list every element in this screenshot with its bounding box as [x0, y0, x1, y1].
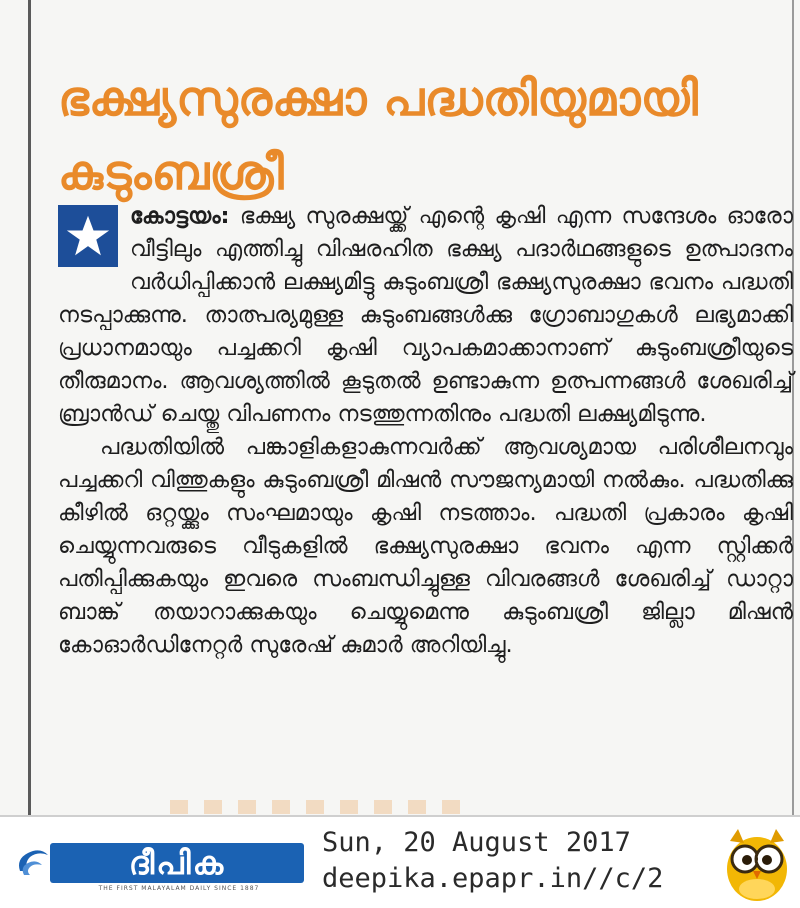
footer-divider: [0, 815, 800, 817]
column-left-rule: [28, 0, 31, 815]
bleed-through-text: [170, 800, 470, 814]
publish-date: Sun, 20 August 2017: [322, 827, 631, 858]
dateline: കോട്ടയം:: [130, 203, 230, 229]
epaper-footer: [0, 815, 800, 908]
article-body: [58, 200, 793, 685]
logo-swirl-icon: [14, 845, 54, 881]
logo-tagline: THE FIRST MALAYALAM DAILY SINCE 1887: [98, 885, 260, 892]
star-spacer: [58, 200, 130, 268]
owl-mascot-icon: [718, 823, 796, 903]
logo-wordmark: ദീപിക: [50, 843, 304, 883]
article-headline: ഭക്ഷ്യസുരക്ഷാ പദ്ധതിയുമായി കുടുംബശ്രീ: [58, 71, 698, 201]
article-paragraph-1: [58, 200, 793, 431]
epaper-stamp: [322, 825, 663, 897]
epaper-url[interactable]: deepika.epapr.in//c/2: [322, 863, 664, 894]
article-paragraph-2: പദ്ധതിയിൽ പങ്കാളികളാകുന്നവർക്ക് ആവശ്യമായ പരിശീലനവും പച്ചക്കറി വിത്തുകളും കുടുംബശ്രീ മിഷൻ സൗജന്യമായി നൽകും. പദ്ധതിക്കു കീഴിൽ ഒറ്റയ്ക്കും സംഘമായും കൃഷി നടത്താം. പദ്ധതി പ്രകാരം കൃഷി ചെയ്യുന്നവരുടെ വീടുകളിൽ ഭക്ഷ്യസുരക്ഷാ ഭവനം എന്ന സ്റ്റിക്കർ പതിപ്പിക്കുകയും ഇവരെ സംബന്ധിച്ചുള്ള വിവരങ്ങൾ ശേഖരിച്ച് ഡാറ്റാ ബാങ്ക് തയാറാക്കുകയും ചെയ്യുമെന്നു കുടുംബശ്രീ ജില്ലാ മിഷൻ കോഓർഡിനേറ്റർ സുരേഷ് കുമാർ അറിയിച്ചു.: [58, 434, 793, 658]
deepika-logo[interactable]: [14, 833, 306, 893]
paragraph-1-text: ഭക്ഷ്യ സുരക്ഷയ്ക്ക് എന്റെ കൃഷി എന്ന സന്ദേശം ഓരോ വീട്ടിലും എത്തിച്ചു വിഷരഹിത ഭക്ഷ്യ പദാർഥങ്ങളുടെ ഉത്പാദനം വർധിപ്പിക്കാൻ ലക്ഷ്യമിട്ടു കുടുംബശ്രീ ഭക്ഷ്യസുരക്ഷാ ഭവനം പദ്ധതി നടപ്പാക്കുന്നു. താത്പര്യമുള്ള കുടുംബങ്ങൾക്കു ഗ്രോബാഗുകൾ ലഭ്യമാക്കി പ്രധാനമായും പച്ചക്കറി കൃഷി വ്യാപകമാക്കാനാണ് കുടുംബശ്രീയുടെ തീരുമാനം. ആവശ്യത്തിൽ കൂടുതൽ ഉണ്ടാകുന്ന ഉത്പന്നങ്ങൾ ശേഖരിച്ച് ബ്രാൻഡ് ചെയ്തു വിപണനം നടത്തുന്നതിനും പദ്ധതി ലക്ഷ്യമിടുന്നു.: [58, 203, 793, 427]
